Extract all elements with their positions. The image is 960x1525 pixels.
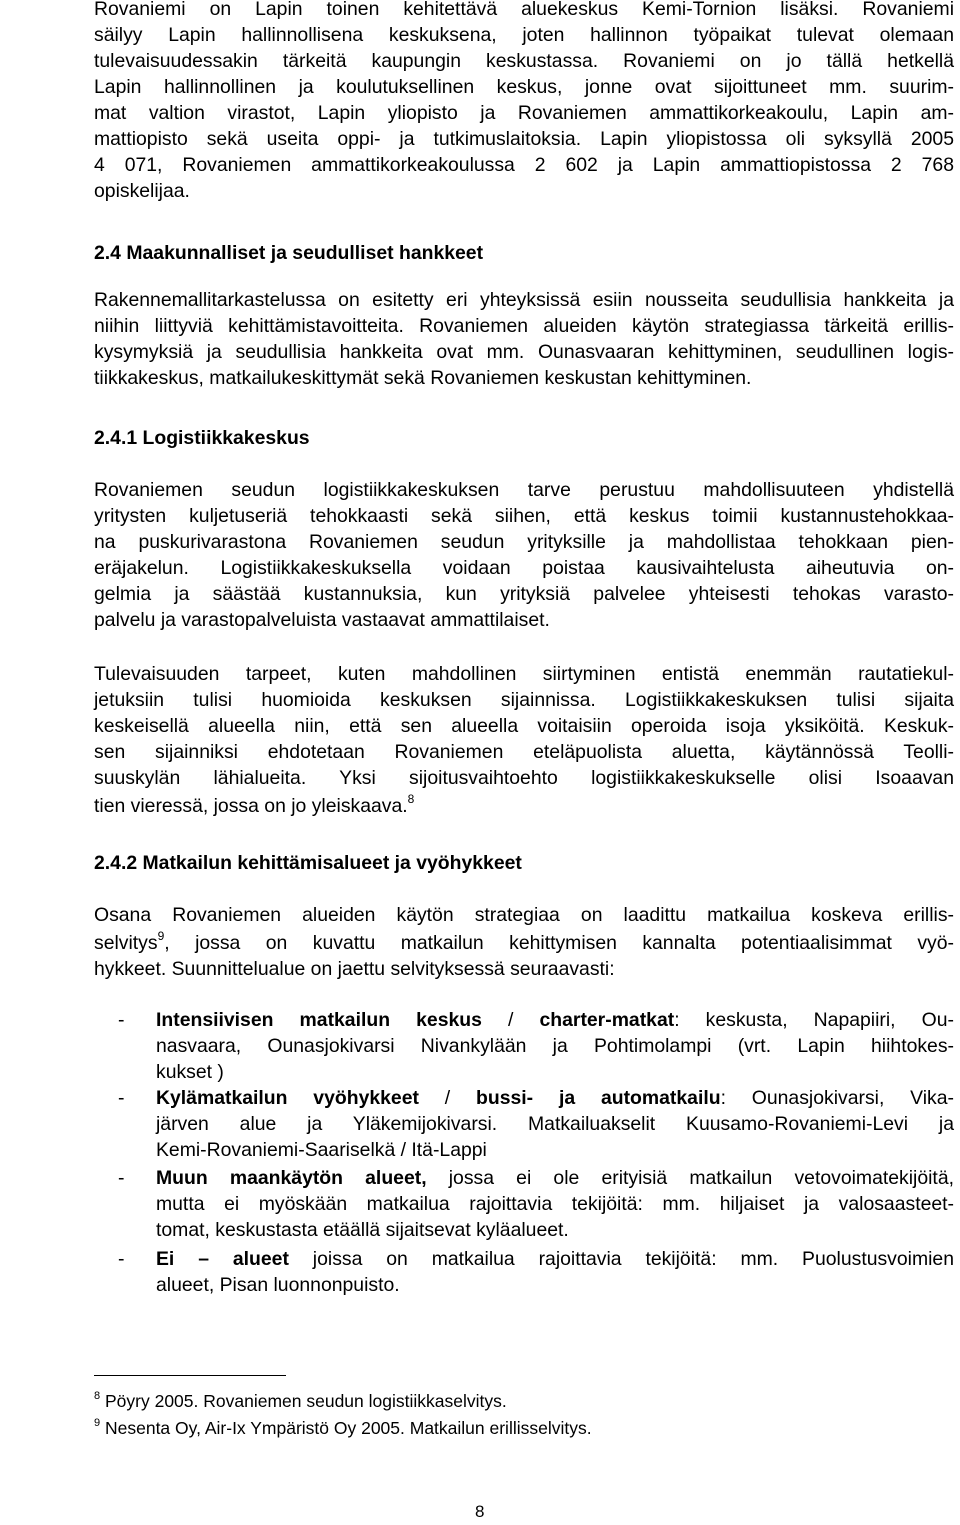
text-line: keskeisellä alueella niin, että sen alueella voitaisiin operoida isoja yksiköitä. Keskuk- [94, 715, 954, 737]
bold-term: charter-matkat [539, 1009, 675, 1031]
text-line: tiikkakeskus, matkailukeskittymät sekä Rovaniemen keskustan kehittyminen. [94, 367, 752, 389]
text-line: yritysten kuljetuseriä tehokkaasti sekä siihen, että keskus toimii kustannustehokkaa- [94, 505, 954, 527]
text-line: Tulevaisuuden tarpeet, kuten mahdollinen siirtyminen entistä enemmän rautatiekul- [94, 663, 954, 685]
text-line: na puskurivarastona Rovaniemen seudun yrityksille ja mahdollistaa tehokkaan pien- [94, 531, 954, 553]
page-number: 8 [475, 1502, 485, 1521]
text-line: 4 071, Rovaniemen ammattikorkeakoulussa 2 602 ja Lapin ammattiopistossa 2 768 [94, 154, 954, 176]
list-item-line: tomat, keskustasta etäällä sijaitsevat kyläalueet. [156, 1219, 569, 1241]
footnote-number: 9 [94, 1417, 101, 1429]
text-line: hykkeet. Suunnittelualue on jaettu selvityksessä seuraavasti: [94, 958, 615, 980]
text-line: palvelu ja varastopalveluista vastaavat ammattilaiset. [94, 609, 550, 631]
text-line: mattiopisto sekä useita oppi- ja tutkimuslaitoksia. Lapin yliopistossa oli syksyllä 2005 [94, 128, 954, 150]
list-bullet: - [118, 1248, 125, 1270]
text-line: Rakennemallitarkastelussa on esitetty eri yhteyksissä esiin nousseita seudullisia hankkeita ja [94, 289, 954, 311]
text-line: eräjakelun. Logistiikkakeskuksella voidaan poistaa kausivaihtelusta aiheutuvia on- [94, 557, 954, 579]
text-span: / [418, 1087, 477, 1109]
bold-term: Muun maankäytön alueet, [156, 1167, 427, 1189]
text-span: : Ounasjokivarsi, Vika- [720, 1087, 954, 1109]
list-item-line: kukset ) [156, 1061, 224, 1083]
list-bullet: - [118, 1009, 125, 1031]
list-item-line: mutta ei myöskään matkailua rajoittavia tekijöitä: mm. hiljaiset ja valosaasteet- [156, 1193, 954, 1215]
text-line: Lapin hallinnollinen ja koulutuksellinen keskus, jonne ovat sijoittuneet mm. suurim- [94, 76, 954, 98]
text-line: gelmia ja säästää kustannuksia, kun yrityksiä palvelee yhteisesti tehokas varasto- [94, 583, 954, 605]
bold-term: Kylämatkailun vyöhykkeet [156, 1087, 419, 1109]
text-line: niihin liittyviä kehittämistavoitteita. Rovaniemen alueiden käytön strategiassa tärkeitä erillis- [94, 315, 954, 337]
text-line: säilyy Lapin hallinnollisena keskuksena, joten hallinnon työpaikat tulevat olemaan [94, 24, 954, 46]
bold-term: bussi- ja automatkailu [476, 1087, 721, 1109]
section-heading-2-4-1: 2.4.1 Logistiikkakeskus [94, 427, 310, 449]
text-line: Rovaniemi on Lapin toinen kehitettävä aluekeskus Kemi-Tornion lisäksi. Rovaniemi [94, 0, 954, 20]
list-item-line: järven alue ja Yläkemijokivarsi. Matkailuakselit Kuusamo-Rovaniemi-Levi ja [156, 1113, 954, 1135]
text-line: sen sijainniksi ehdotetaan Rovaniemen eteläpuolista aluetta, käytännössä Teolli- [94, 741, 954, 763]
text-line: jetuksiin tulisi huomioida keskuksen sijainnissa. Logistiikkakeskuksen tulisi sijaita [94, 689, 954, 711]
text-line: Rovaniemen seudun logistiikkakeskuksen tarve perustuu mahdollisuuteen yhdistellä [94, 479, 954, 501]
text-span: tien vieressä, jossa on jo yleiskaava. [94, 795, 408, 817]
section-heading-2-4: 2.4 Maakunnalliset ja seudulliset hankkeet [94, 242, 484, 264]
footnote-text: Nesenta Oy, Air-Ix Ympäristö Oy 2005. Matkailun erillisselvitys. [100, 1418, 592, 1438]
list-bullet: - [118, 1167, 125, 1189]
text-line: mat valtion virastot, Lapin yliopisto ja Rovaniemen ammattikorkeakoulu, Lapin am- [94, 102, 954, 124]
footnote-ref-8[interactable]: 8 [407, 792, 415, 806]
list-item-line: Kemi-Rovaniemi-Saariselkä / Itä-Lappi [156, 1139, 487, 1161]
list-bullet: - [118, 1087, 125, 1109]
footnote-text: Pöyry 2005. Rovaniemen seudun logistiikkaselvitys. [100, 1391, 507, 1411]
section-heading-2-4-2: 2.4.2 Matkailun kehittämisalueet ja vyöhykkeet [94, 852, 522, 874]
list-item-line: alueet, Pisan luonnonpuisto. [156, 1274, 400, 1296]
bold-term: Ei – alueet [156, 1248, 289, 1270]
text-span: joissa on matkailua rajoittavia tekijöitä: mm. Puolustusvoimien [288, 1248, 955, 1270]
text-span: / [481, 1009, 540, 1031]
text-line [94, 794, 414, 820]
footnote-8 [94, 1391, 507, 1411]
footnote-divider [94, 1375, 286, 1376]
text-line: opiskelijaa. [94, 180, 190, 202]
text-span: jossa ei ole erityisiä matkailun vetovoimatekijöitä, [426, 1167, 954, 1189]
text-line: kysymyksiä ja seudullisia hankkeita ovat mm. Ounasvaaran kehittyminen, seudullinen logis- [94, 341, 954, 363]
text-line: Osana Rovaniemen alueiden käytön strategiaa on laadittu matkailua koskeva erillis- [94, 904, 954, 926]
footnote-9 [94, 1418, 592, 1438]
text-line: tulevaisuudessakin tärkeitä kaupungin keskustassa. Rovaniemi on jo tällä hetkellä [94, 50, 954, 72]
footnote-number: 8 [94, 1390, 101, 1402]
list-item-line: nasvaara, Ounasjokivarsi Nivankylään ja Pohtimolampi (vrt. Lapin hiihtokes- [156, 1035, 954, 1057]
bold-term: Intensiivisen matkailun keskus [156, 1009, 482, 1031]
text-span: , jossa on kuvattu matkailun kehittymisen kannalta potentiaalisimmat vyö- [164, 932, 954, 954]
text-line: suuskylän lähialueita. Yksi sijoitusvaihtoehto logistiikkakeskukselle olisi Isoaavan [94, 767, 954, 789]
footnote-ref-9[interactable]: 9 [157, 929, 165, 943]
text-span: selvitys [94, 932, 158, 954]
text-span: : keskusta, Napapiiri, Ou- [674, 1009, 954, 1031]
